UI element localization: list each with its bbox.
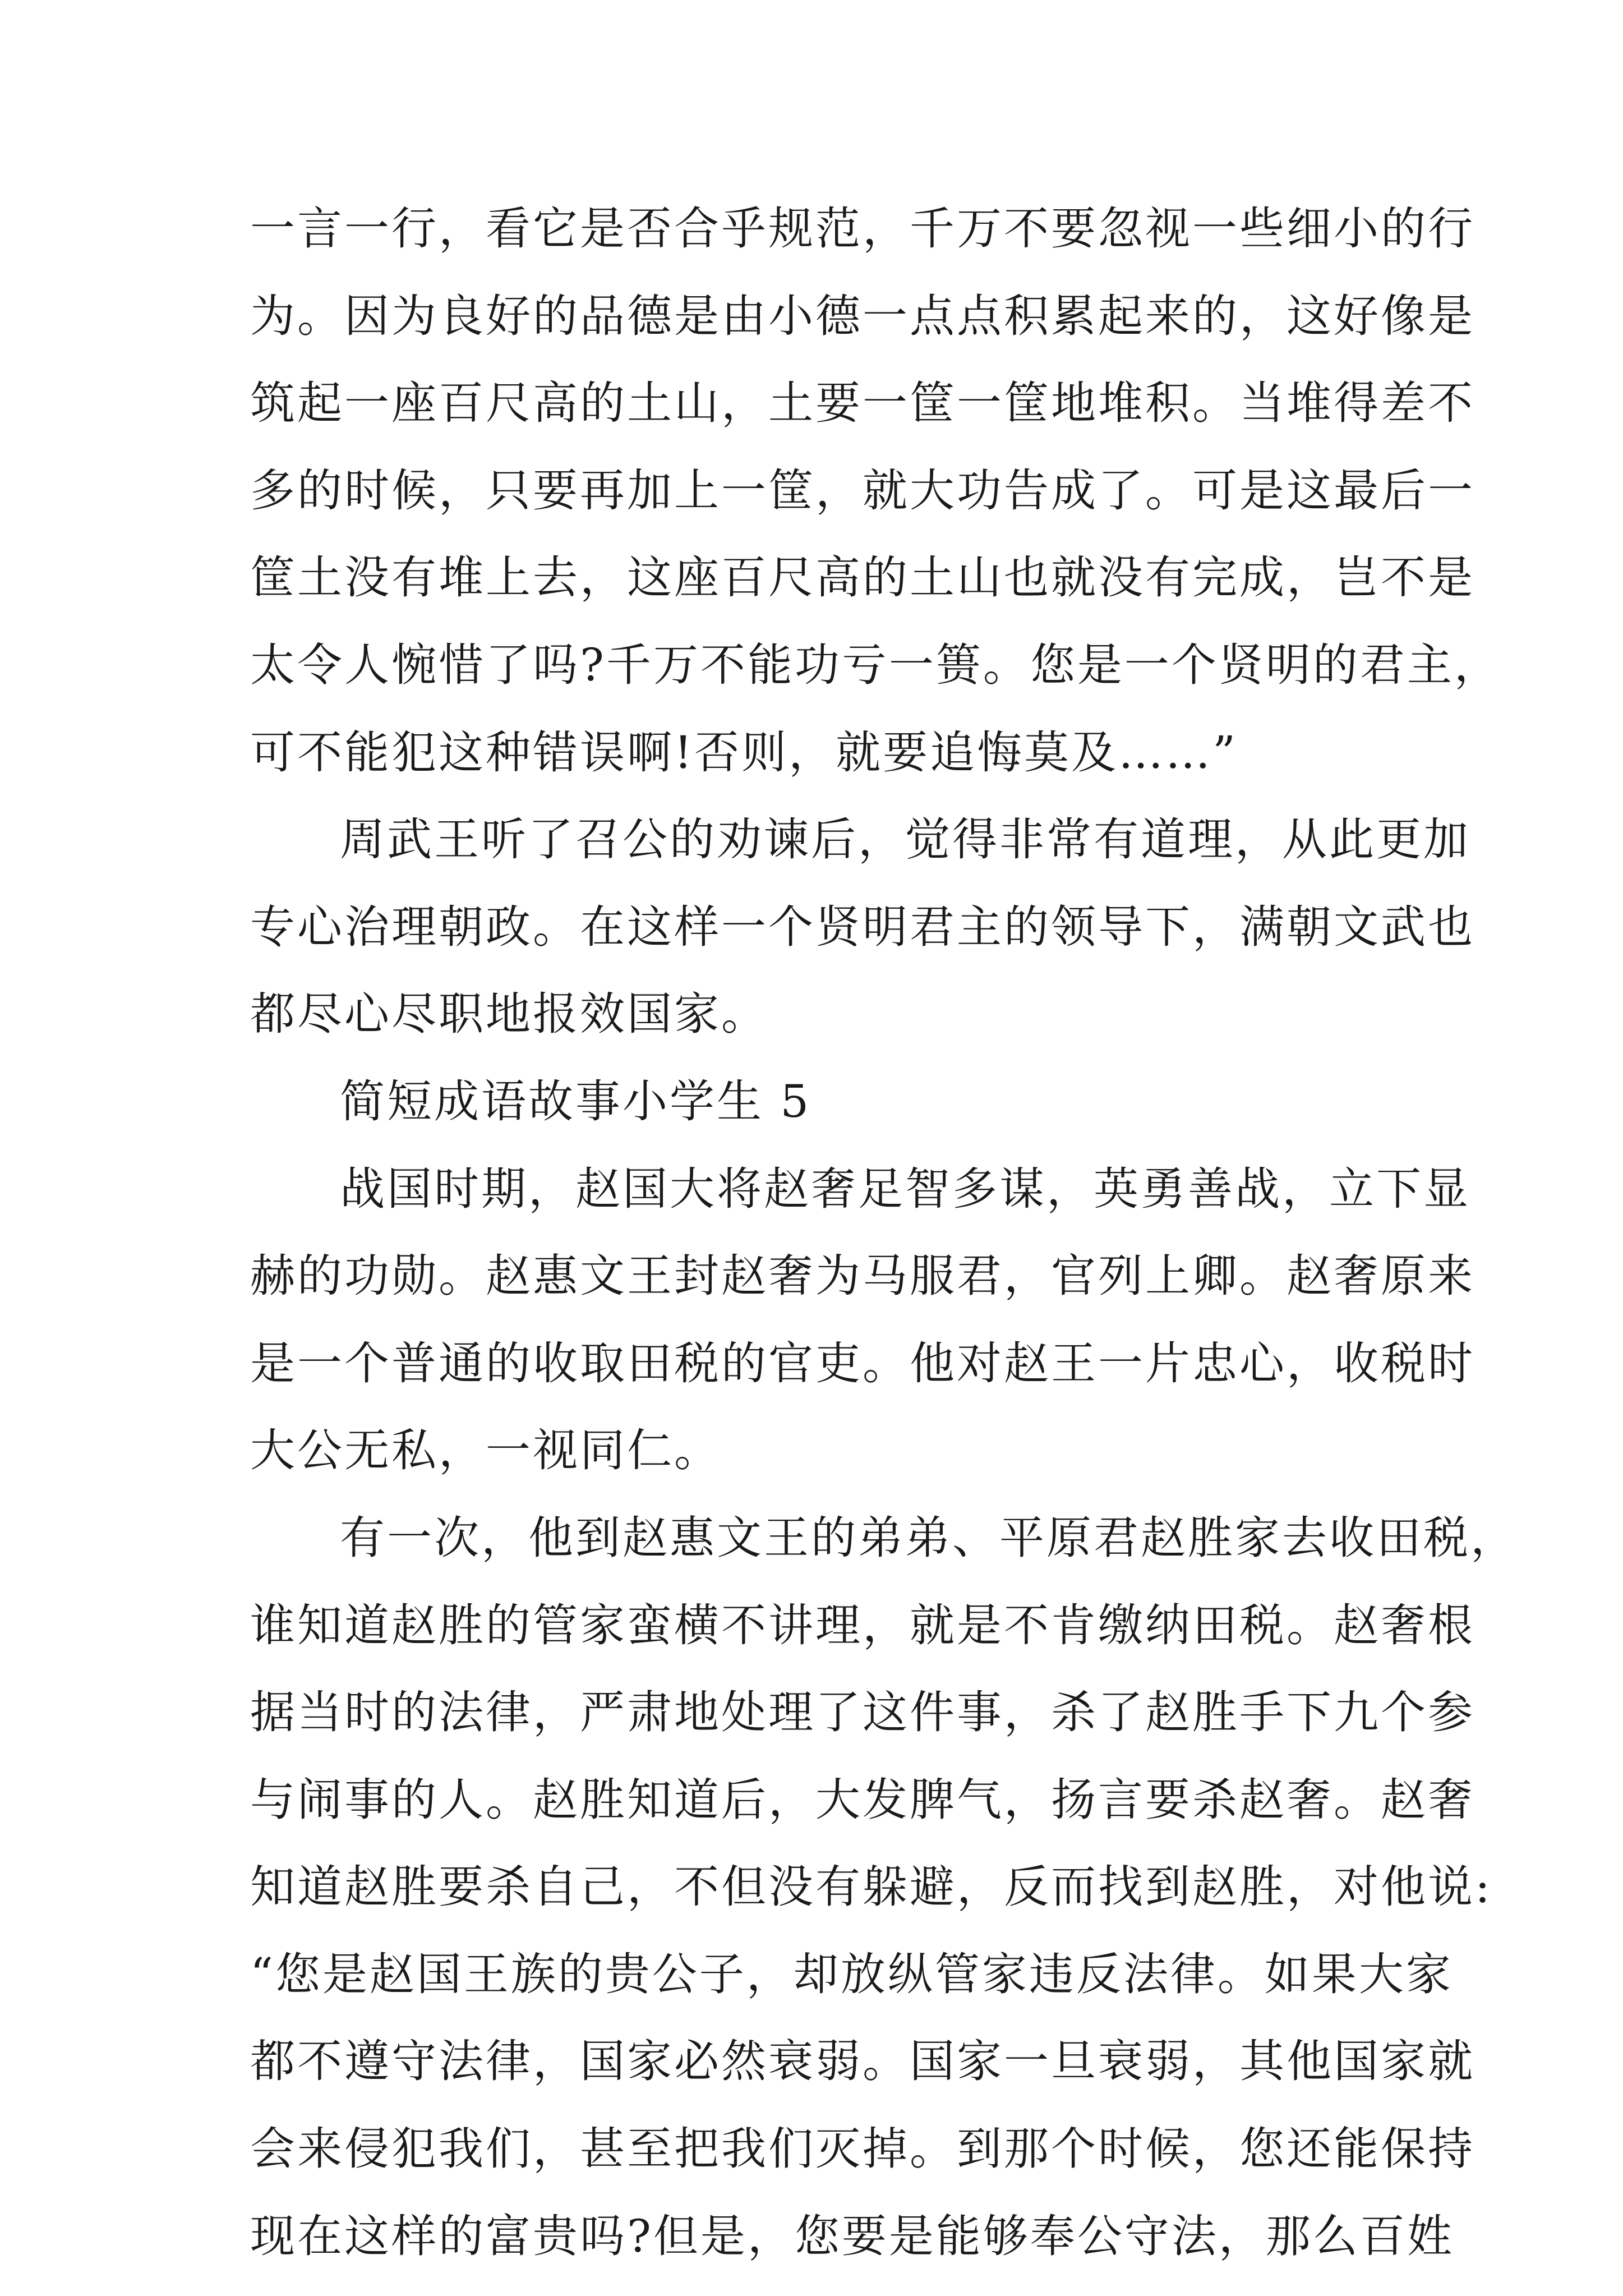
text-line: 专心治理朝政。在这样一个贤明君主的领导下，满朝文武也 bbox=[250, 900, 1475, 953]
text-line: 大公无私，一视同仁。 bbox=[250, 1424, 721, 1477]
text-line: 现在这样的富贵吗?但是，您要是能够奉公守法，那么百姓 bbox=[250, 2210, 1454, 2262]
text-line: 都尽心尽职地报效国家。 bbox=[250, 988, 768, 1041]
paragraph-start-line: 战国时期，赵国大将赵奢足智多谋，英勇善战，立下显 bbox=[340, 1162, 1470, 1215]
text-line: 筐土没有堆上去，这座百尺高的土山也就没有完成，岂不是 bbox=[250, 551, 1475, 604]
text-line: 会来侵犯我们，甚至把我们灭掉。到那个时候，您还能保持 bbox=[250, 2123, 1475, 2175]
text-line: 据当时的法律，严肃地处理了这件事，杀了赵胜手下九个参 bbox=[250, 1686, 1475, 1739]
text-line: 知道赵胜要杀自己，不但没有躲避，反而找到赵胜，对他说: bbox=[250, 1861, 1492, 1913]
paragraph-start-line: 有一次，他到赵惠文王的弟弟、平原君赵胜家去收田税， bbox=[340, 1511, 1518, 1564]
text-line: 谁知道赵胜的管家蛮横不讲理，就是不肯缴纳田税。赵奢根 bbox=[250, 1599, 1475, 1651]
text-line: 太令人惋惜了吗?千万不能功亏一篑。您是一个贤明的君主， bbox=[250, 638, 1501, 691]
text-line: 是一个普通的收取田税的官吏。他对赵王一片忠心，收税时 bbox=[250, 1337, 1475, 1389]
text-line: 可不能犯这种错误啊!否则，就要追悔莫及……” bbox=[250, 726, 1238, 779]
text-line: 赫的功勋。赵惠文王封赵奢为马服君，官列上卿。赵奢原来 bbox=[250, 1250, 1475, 1303]
text-line: 都不遵守法律，国家必然衰弱。国家一旦衰弱，其他国家就 bbox=[250, 2035, 1475, 2088]
text-line: 筑起一座百尺高的土山，土要一筐一筐地堆积。当堆得差不 bbox=[250, 377, 1475, 430]
text-line: 与闹事的人。赵胜知道后，大发脾气，扬言要杀赵奢。赵奢 bbox=[250, 1773, 1475, 1826]
text-line: 为。因为良好的品德是由小德一点点积累起来的，这好像是 bbox=[250, 289, 1475, 342]
body-text bbox=[250, 185, 1518, 2280]
text-line: “您是赵国王族的贵公子，却放纵管家违反法律。如果大家 bbox=[250, 1948, 1453, 2000]
text-line: 多的时候，只要再加上一筐，就大功告成了。可是这最后一 bbox=[250, 464, 1475, 517]
section-heading: 简短成语故事小学生 5 bbox=[340, 1075, 811, 1128]
text-line: 一言一行，看它是否合乎规范，千万不要忽视一些细小的行 bbox=[250, 203, 1475, 255]
paragraph-start-line: 周武王听了召公的劝谏后，觉得非常有道理，从此更加 bbox=[340, 813, 1470, 866]
